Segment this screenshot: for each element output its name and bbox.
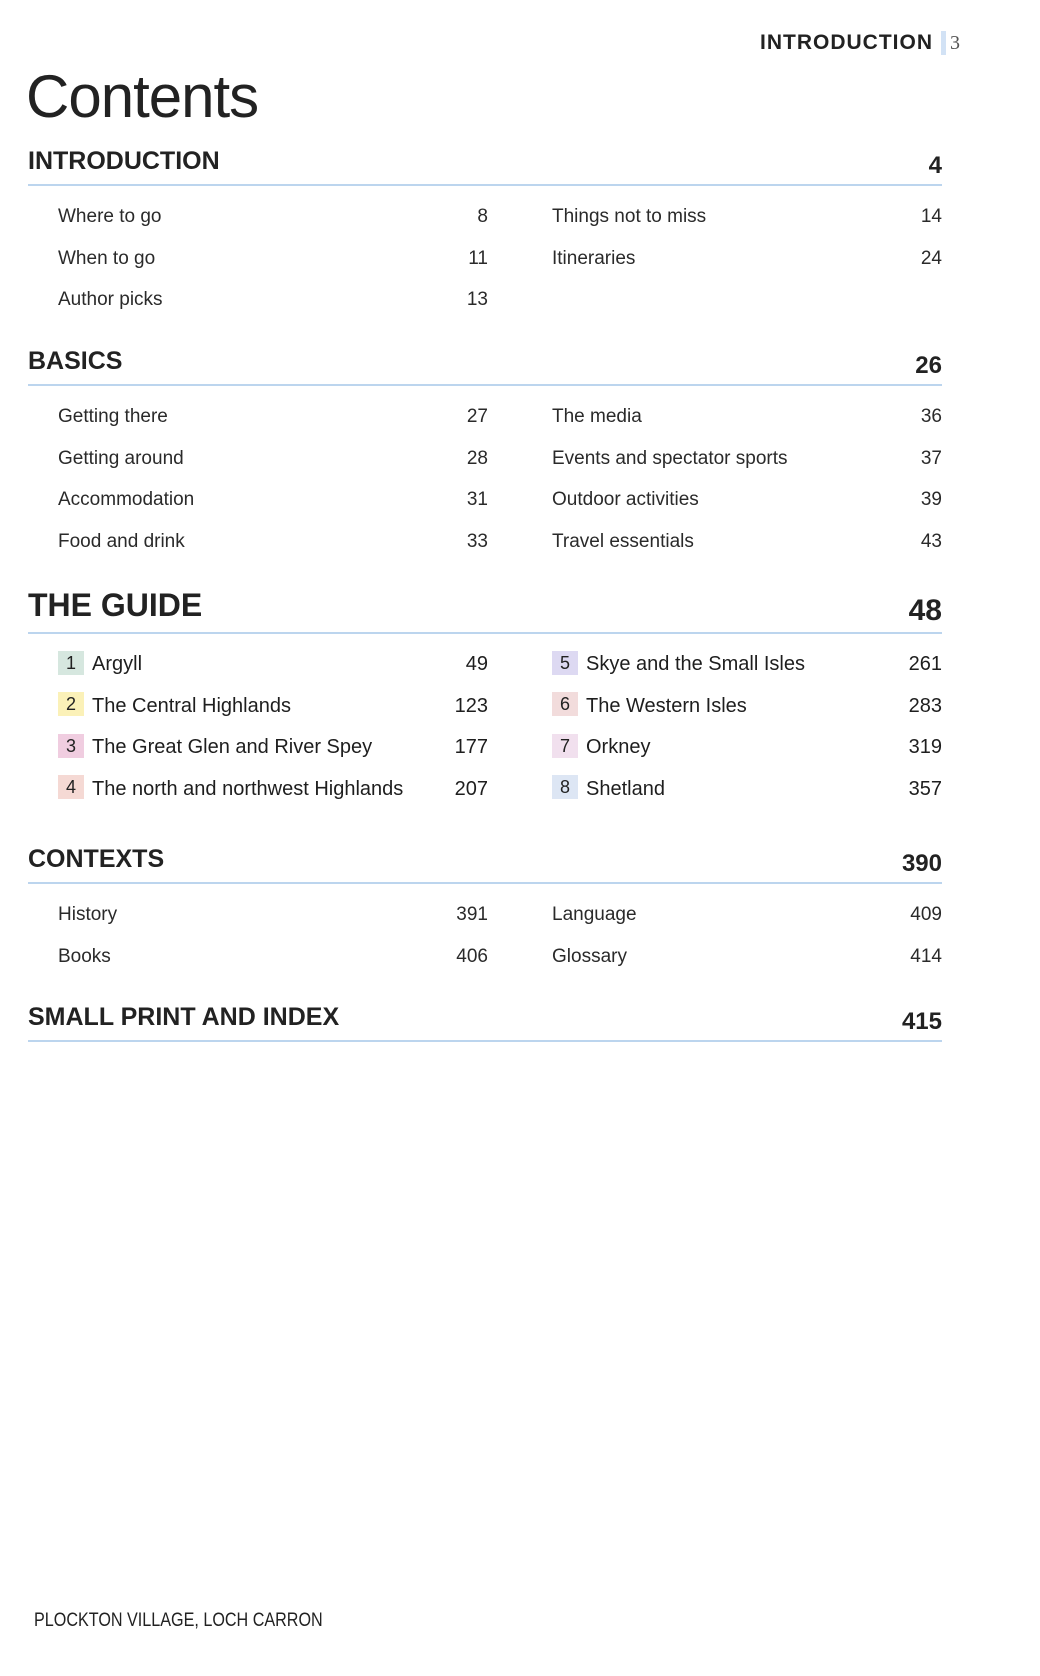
- toc-entry-label: Author picks: [58, 289, 163, 310]
- chapter-entry[interactable]: [58, 644, 488, 686]
- section-page: 415: [901, 1008, 942, 1035]
- chapter-label: The Western Isles: [586, 694, 747, 717]
- toc-entry[interactable]: [58, 521, 488, 563]
- chapter-number-badge: 7: [552, 734, 578, 758]
- section-basics: [28, 340, 942, 562]
- toc-entry-page: 36: [920, 406, 942, 427]
- toc-entry-page: 414: [910, 945, 942, 967]
- toc-entry[interactable]: [552, 894, 942, 936]
- section-divider: [28, 1040, 942, 1042]
- toc-entry-label: When to go: [58, 247, 156, 269]
- toc-entry-label: Books: [58, 945, 111, 967]
- chapter-page: 177: [454, 736, 488, 758]
- page-number: 3: [950, 31, 960, 54]
- toc-entry-label: Where to go: [58, 206, 162, 227]
- chapter-page: 283: [908, 694, 942, 717]
- toc-entry[interactable]: [58, 279, 488, 321]
- chapter-entry[interactable]: [58, 686, 488, 728]
- section-divider: [28, 184, 942, 186]
- toc-entry[interactable]: [552, 438, 942, 480]
- running-head: [760, 28, 960, 58]
- chapter-entry[interactable]: [552, 686, 942, 728]
- chapter-label: Argyll: [92, 653, 143, 675]
- toc-entry-label: Getting there: [58, 406, 168, 427]
- toc-entry[interactable]: [58, 196, 488, 238]
- chapter-number-badge: 8: [552, 775, 578, 799]
- chapter-label: The north and northwest Highlands: [92, 777, 404, 800]
- chapter-page: 261: [908, 653, 942, 675]
- chapter-entry[interactable]: [552, 727, 942, 769]
- toc-entry[interactable]: [552, 396, 942, 438]
- toc-entry[interactable]: [58, 438, 488, 480]
- toc-entry-label: Accommodation: [58, 489, 195, 510]
- toc-entry-page: 31: [466, 489, 488, 510]
- chapter-number-badge: 2: [58, 692, 84, 716]
- section-guide: [28, 588, 942, 810]
- section-header: [28, 838, 942, 878]
- section-title[interactable]: THE GUIDE: [28, 587, 203, 623]
- section-small-print: [28, 996, 942, 1042]
- toc-entry[interactable]: [58, 894, 488, 936]
- chapter-page: 207: [454, 777, 488, 800]
- toc-entry-label: History: [58, 904, 118, 925]
- toc-entry[interactable]: [58, 396, 488, 438]
- toc-entry-label: The media: [552, 406, 642, 427]
- toc-entry[interactable]: [58, 479, 488, 521]
- chapter-number-badge: 3: [58, 734, 84, 758]
- toc-entry-label: Travel essentials: [552, 530, 694, 552]
- toc-column-left: [58, 196, 488, 321]
- toc-entry[interactable]: [552, 521, 942, 563]
- chapter-entry[interactable]: [58, 769, 488, 811]
- toc-entry-page: 13: [466, 289, 488, 310]
- chapter-page: 319: [908, 736, 942, 758]
- section-title[interactable]: INTRODUCTION: [28, 147, 220, 175]
- chapter-label: Orkney: [586, 736, 651, 758]
- toc-entry-page: 8: [477, 206, 488, 227]
- toc-entry-page: 39: [920, 489, 942, 510]
- toc-entry-label: Language: [552, 904, 637, 925]
- toc-entry[interactable]: [552, 238, 942, 280]
- section-page: 390: [901, 850, 942, 877]
- chapter-entry[interactable]: [58, 727, 488, 769]
- section-title[interactable]: SMALL PRINT AND INDEX: [28, 1003, 340, 1031]
- section-divider: [28, 882, 942, 884]
- chapter-label: Shetland: [586, 777, 665, 800]
- running-head-bar: [941, 31, 946, 55]
- section-page: 4: [928, 152, 942, 179]
- toc-entry-page: 11: [468, 247, 488, 269]
- toc-entry-page: 27: [466, 406, 488, 427]
- chapter-number-badge: 1: [58, 651, 84, 675]
- running-head-title: INTRODUCTION: [760, 31, 933, 54]
- chapter-entry[interactable]: [552, 769, 942, 811]
- toc-entry-page: 43: [920, 530, 942, 552]
- chapter-label: The Great Glen and River Spey: [92, 736, 373, 758]
- chapter-page: 49: [465, 653, 488, 675]
- toc-entry-page: 37: [920, 447, 942, 469]
- section-introduction: [28, 140, 942, 321]
- section-divider: [28, 632, 942, 634]
- section-contexts: [28, 838, 942, 977]
- section-page: 48: [908, 594, 942, 627]
- photo-caption: PLOCKTON VILLAGE, LOCH CARRON: [34, 1610, 323, 1631]
- toc-entry-label: Outdoor activities: [552, 489, 699, 510]
- page-title: Contents: [26, 63, 259, 130]
- toc-column-right: [552, 644, 942, 810]
- toc-entry-page: 28: [466, 447, 488, 469]
- toc-entry[interactable]: [552, 479, 942, 521]
- section-header: [28, 996, 942, 1036]
- toc-entry[interactable]: [58, 238, 488, 280]
- chapter-number-badge: 4: [58, 775, 84, 799]
- toc-entry-page: 391: [456, 904, 488, 925]
- section-page: 26: [915, 352, 942, 379]
- toc-entry[interactable]: [552, 196, 942, 238]
- chapter-label: Skye and the Small Isles: [586, 653, 805, 675]
- toc-entry-label: Glossary: [552, 945, 627, 967]
- toc-column-right: [552, 196, 942, 321]
- toc-entry-label: Getting around: [58, 447, 184, 469]
- toc-column-left: [58, 894, 488, 977]
- chapter-number-badge: 6: [552, 692, 578, 716]
- chapter-page: 357: [908, 777, 942, 800]
- section-header: [28, 340, 942, 380]
- chapter-page: 123: [454, 694, 488, 717]
- chapter-number-badge: 5: [552, 651, 578, 675]
- toc-entry[interactable]: [58, 936, 488, 978]
- chapter-entry[interactable]: [552, 644, 942, 686]
- toc-entry-page: 24: [920, 247, 942, 269]
- chapter-label: The Central Highlands: [92, 694, 291, 717]
- toc-column-left: [58, 644, 488, 810]
- toc-entry-label: Itineraries: [552, 247, 636, 269]
- section-title[interactable]: BASICS: [28, 347, 123, 375]
- toc-column-left: [58, 396, 488, 562]
- toc-entry-page: 14: [920, 206, 942, 227]
- toc-entry-page: 406: [456, 945, 488, 967]
- toc-entry[interactable]: [552, 936, 942, 978]
- toc-entry-label: Events and spectator sports: [552, 447, 788, 469]
- section-header: [28, 140, 942, 180]
- toc-column-right: [552, 396, 942, 562]
- toc-entry-label: Things not to miss: [552, 206, 707, 227]
- section-header: [28, 588, 942, 628]
- toc-entry-page: 33: [466, 530, 488, 552]
- toc-entry-page: 409: [910, 904, 942, 925]
- toc-column-right: [552, 894, 942, 977]
- section-divider: [28, 384, 942, 386]
- section-title[interactable]: CONTEXTS: [28, 845, 165, 873]
- toc-entry-label: Food and drink: [58, 530, 185, 552]
